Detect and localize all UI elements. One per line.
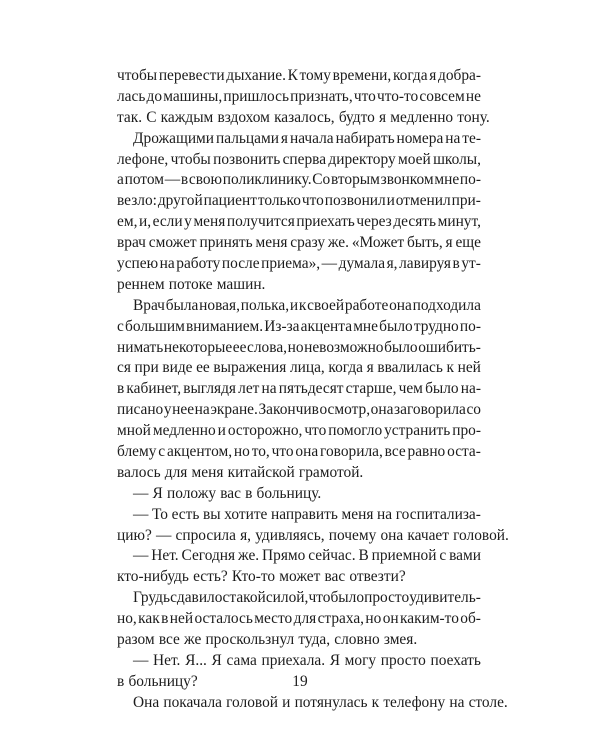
text-line: — Нет. Я... Я сама приехала. Я могу просто поехать (133, 651, 481, 669)
text-line: а потом — в свою поликлинику. Со вторым звонком мне по- (117, 171, 481, 189)
text-line: ся при виде ее выражения лица, когда я ввалилась к ней (117, 359, 481, 377)
text-line: Врач была новая, полька, и к своей работе она подходила (133, 296, 481, 314)
text-line: но, как в ней осталось место для страха, но он каким-то об- (117, 610, 481, 628)
text-line: разом все же проскользнул туда, словно змея. (117, 631, 418, 649)
text-line: с большим вниманием. Из-за акцента мне было трудно по- (117, 317, 481, 335)
text-line: чтобы перевести дыхание. К тому времени, когда я добра- (117, 67, 481, 84)
text-line: лефоне, чтобы позвонить сперва директору моей школы, (117, 150, 481, 168)
text-line: Грудь сдавило с такой силой, что было просто удивитель- (133, 589, 481, 607)
text-line: в кабинет, выглядя лет на пятьдесят старше, чем было на- (117, 380, 481, 398)
text-line: ем, и, если у меня получится приехать через десять минут, (117, 213, 481, 231)
text-line: валось для меня китайской грамотой. (117, 463, 364, 481)
text-line: Дрожащими пальцами я начала набирать номера на те- (133, 129, 481, 147)
text-line: — То есть вы хотите направить меня на госпитализа- (133, 505, 481, 523)
text-line: нимать некоторые ее слова, но невозможно было ошибить- (117, 338, 481, 356)
text-line: так. С каждым вздохом казалось, будто я медленно тону. (117, 108, 490, 126)
text-line: кто-нибудь есть? Кто-то может вас отвезти? (117, 568, 406, 586)
text-line: цию? — спросила я, удивляясь, почему она качает головой. (117, 526, 509, 544)
text-line: лась до машины, пришлось признать, что что-то совсем не (117, 87, 481, 105)
text-line: блему с акцентом, но то, что она говорила, все равно оста- (117, 443, 481, 461)
text-line: в больницу? (117, 672, 198, 690)
text-line: успею на работу после приема», — думала я, лавируя в ут- (117, 255, 481, 273)
text-line: реннем потоке машин. (117, 275, 266, 293)
text-line: писано у нее на экране. Закончив осмотр, она заговорила со (117, 401, 481, 419)
text-line: — Я положу вас в больницу. (133, 484, 322, 502)
text-line: мной медленно и осторожно, что помогло устранить про- (117, 422, 481, 440)
body-text (117, 66, 509, 714)
text-line: везло: другой пациент только что позвонил и отменил при- (117, 192, 481, 210)
text-line: — Нет. Сегодня же. Прямо сейчас. В приемной с вами (133, 547, 481, 565)
page-number: 19 (292, 673, 308, 690)
text-line: врач сможет принять меня сразу же. «Может быть, я еще (117, 234, 481, 252)
text-line: Она покачала головой и потянулась к телефону на столе. (133, 693, 508, 711)
